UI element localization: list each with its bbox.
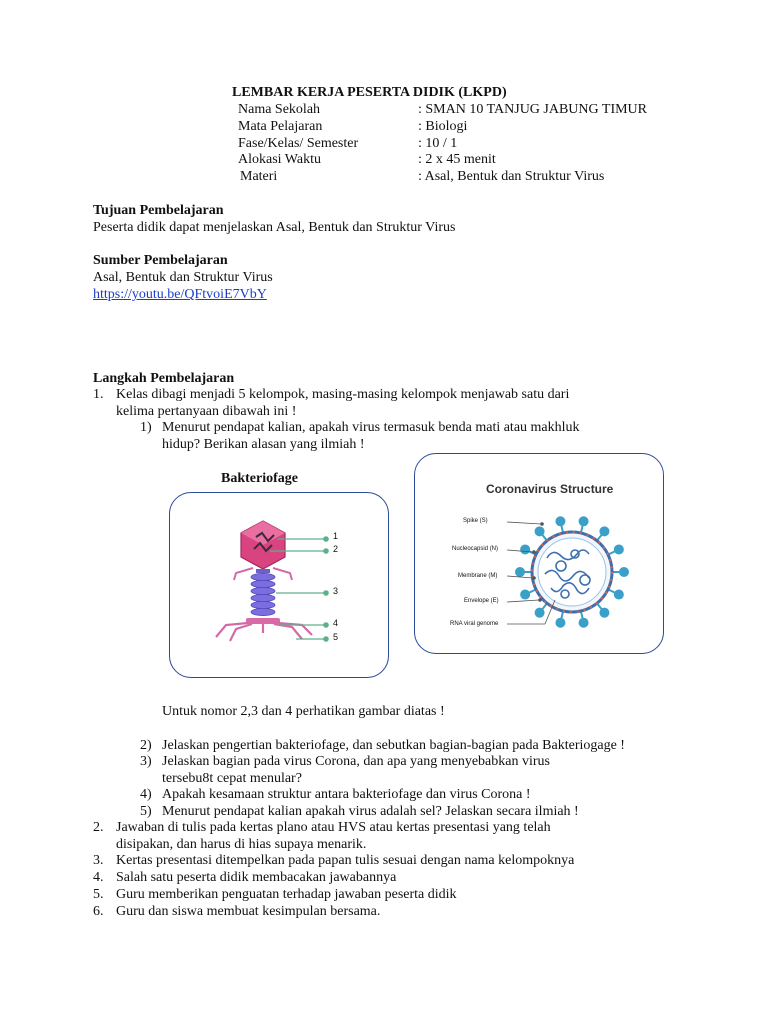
spike-head [615,545,623,553]
step-3-text: Kertas presentasi ditempelkan pada papan tulis sesuai dengan nama kelompoknya [116,853,575,868]
phage-label-3: 3 [333,586,339,596]
question-2-number: 2) [140,738,152,753]
document-title: LEMBAR KERJA PESERTA DIDIK (LKPD) [232,85,507,100]
step-1-text: Kelas dibagi menjadi 5 kelompok, masing-masing kelompok menjawab satu dari [116,387,570,402]
spike-head [516,568,524,576]
spike-head [521,591,529,599]
question-1-text-cont: hidup? Berikan alasan yang ilmiah ! [162,437,365,452]
phage-label-4: 4 [333,618,339,628]
sumber-text: Asal, Bentuk dan Struktur Virus [93,270,273,285]
step-2-text-cont: disipakan, dan harus di hias supaya menarik. [116,837,367,852]
coronavirus-figure [414,453,664,654]
spike-head [615,591,623,599]
info-label-time: Alokasi Waktu [238,152,321,167]
step-4-number: 4. [93,870,104,885]
question-4-number: 4) [140,787,152,802]
info-value-time: : 2 x 45 menit [418,152,496,167]
info-label-subject: Mata Pelajaran [238,119,323,134]
step-6-text: Guru dan siswa membuat kesimpulan bersama. [116,904,381,919]
spike-head [536,609,544,617]
phage-label-2: 2 [333,544,339,554]
phage-label-5: 5 [333,632,339,642]
coronavirus-title: Coronavirus Structure [486,482,614,496]
corona-label-envelope: Envelope (E) [464,598,499,604]
spike-head [600,527,608,535]
spike-head [556,619,564,627]
question-3-text: Jelaskan bagian pada virus Corona, dan apa yang menyebabkan virus [162,754,550,769]
spike-head [521,545,529,553]
bacteriophage-illustration [170,493,388,677]
bakteriofage-title: Bakteriofage [221,471,298,486]
info-label-phase: Fase/Kelas/ Semester [238,136,359,151]
spike-head [600,609,608,617]
info-value-school: : SMAN 10 TANJUG JABUNG TIMUR [418,102,647,117]
question-1-number: 1) [140,420,152,435]
question-3-number: 3) [140,754,152,769]
step-1-text-cont: kelima pertanyaan dibawah ini ! [116,404,297,419]
question-2-text: Jelaskan pengertian bakteriofage, dan sebutkan bagian-bagian pada Bakteriogage ! [162,738,625,753]
info-value-subject: : Biologi [418,119,468,134]
step-5-number: 5. [93,887,104,902]
corona-label-nucleocapsid: Nucleocapsid (N) [452,546,499,552]
spike-head [536,527,544,535]
info-value-materi: : Asal, Bentuk dan Struktur Virus [418,169,605,184]
youtube-link[interactable]: https://youtu.be/QFtvoiE7VbY [93,287,267,302]
question-5-text: Menurut pendapat kalian apakah virus adalah sel? Jelaskan secara ilmiah ! [162,804,579,819]
question-3-text-cont: tersebu8t cepat menular? [162,771,302,786]
figure-note: Untuk nomor 2,3 dan 4 perhatikan gambar diatas ! [162,704,445,719]
spike-head [620,568,628,576]
step-2-number: 2. [93,820,104,835]
spike-head [556,517,564,525]
step-2-text: Jawaban di tulis pada kertas plano atau HVS atau kertas presentasi yang telah [116,820,551,835]
tujuan-heading: Tujuan Pembelajaran [93,203,224,218]
question-1-text: Menurut pendapat kalian, apakah virus termasuk benda mati atau makhluk [162,420,580,435]
spike-head [580,517,588,525]
langkah-heading: Langkah Pembelajaran [93,371,235,386]
corona-label-spike: Spike (S) [463,518,488,524]
tujuan-text: Peserta didik dapat menjelaskan Asal, Bentuk dan Struktur Virus [93,220,456,235]
bakteriofage-figure [169,492,389,678]
step-3-number: 3. [93,853,104,868]
spike-head [580,619,588,627]
question-4-text: Apakah kesamaan struktur antara bakteriofage dan virus Corona ! [162,787,531,802]
info-value-phase: : 10 / 1 [418,136,458,151]
sumber-heading: Sumber Pembelajaran [93,253,228,268]
corona-label-membrane: Membrane (M) [458,573,498,579]
step-6-number: 6. [93,904,104,919]
question-5-number: 5) [140,804,152,819]
step-1-number: 1. [93,387,104,402]
step-5-text: Guru memberikan penguatan terhadap jawaban peserta didik [116,887,457,902]
corona-label-rna: RNA viral genome [450,621,499,627]
info-label-materi: Materi [240,169,278,184]
step-4-text: Salah satu peserta didik membacakan jawabannya [116,870,397,885]
info-label-school: Nama Sekolah [238,102,321,117]
phage-label-1: 1 [333,531,339,541]
